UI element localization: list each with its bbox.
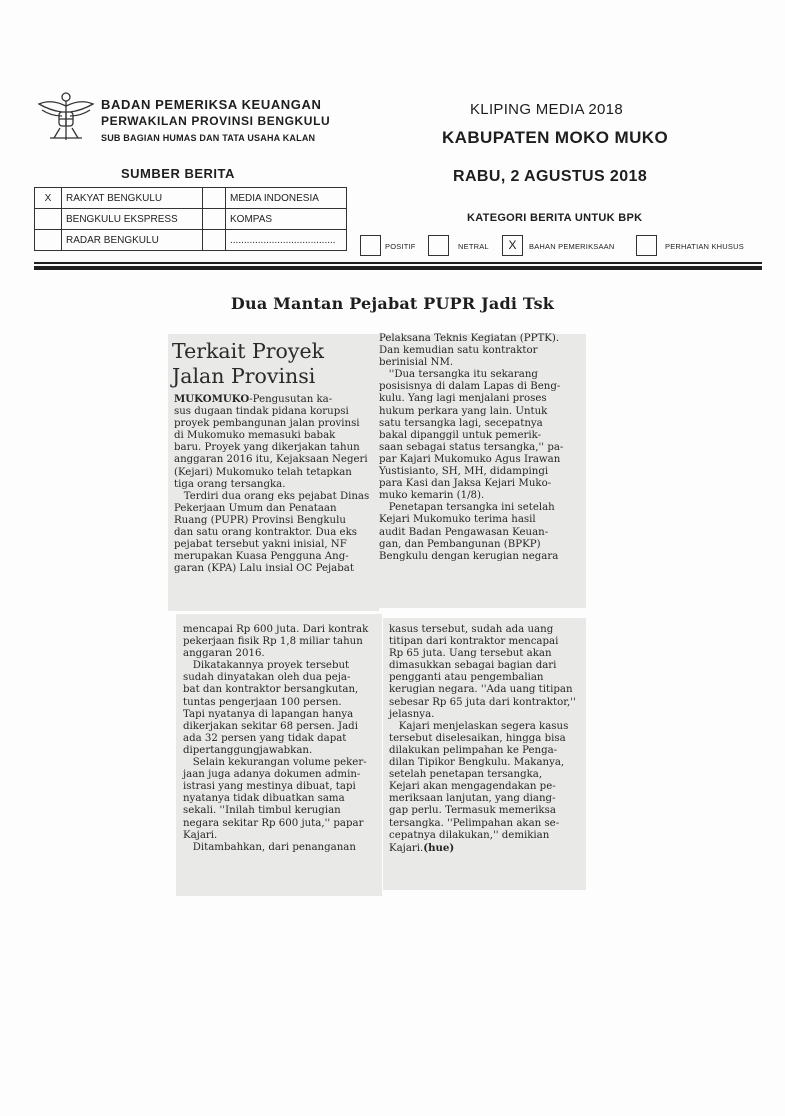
article-column-1 — [174, 393, 374, 575]
sources-title: SUMBER BERITA — [121, 166, 235, 181]
category-label-perhatian-khusus: PERHATIAN KHUSUS — [665, 242, 744, 251]
org-name: BADAN PEMERIKSA KEUANGAN — [101, 97, 322, 112]
source-name: ...................................... — [226, 230, 347, 251]
org-unit: SUB BAGIAN HUMAS DAN TATA USAHA KALAN — [101, 133, 316, 143]
article-column-3: mencapai Rp 600 juta. Dari kontrak pekerjaan fisik Rp 1,8 miliar tahun anggaran 2016. Dikatakannya proyek tersebut sudah dinyatakan oleh dua peja- bat dan kontraktor bersangkutan, tuntas pengerjaan 100 persen. Tapi nyatanya di lapangan hanya dikerjakan sekitar 68 persen. Jadi ada 32 persen yang tidak dapat dipertanggungjawabkan. Selain kekurangan volume peker- jaan juga adanya dokumen admin- istrasi yang mestinya dibuat, tapi nyatanya tidak dibuatkan sama sekali. ''Inilah timbul kerugian negara sekitar Rp 600 juta,'' papar Kajari. Ditambahkan, dari penanganan — [183, 624, 369, 853]
article-body: kasus tersebut, sudah ada uang titipan dari kontraktor mencapai Rp 65 juta. Uang tersebut akan dimasukkan sebagai bagian dari pengganti atau pengembalian kerugian negara. ''Ada uang titipan sebesar Rp 65 juta dari kontraktor,'' jelasnya. Kajari menjelaskan segera kasus tersebut diselesaikan, hingga bisa dilakukan pelimpahan ke Penga- dilan Tipikor Bengkulu. Makanya, setelah penetapan tersangka, Kejari akan mengagendakan pe- meriksaan lanjutan, yang diang- gap perlu. Termasuk memeriksa tersangka. ''Pelimpahan akan se- cepatnya dilakukan,'' demikian Kajari. — [389, 624, 576, 854]
category-checkbox-bahan-pemeriksaan[interactable]: X — [502, 235, 523, 256]
source-mark: X — [35, 188, 62, 209]
article-body: -Pengusutan ka- sus dugaan tindak pidana korupsi proyek pembangunan jalan provinsi di Mukomuko memasuki babak baru. Proyek yang dikerjakan tahun anggaran 2016 itu, Kejaksaan Negeri (Kejari) Mukomuko telah tetapkan tiga orang tersangka. Terdiri dua orang eks pejabat Dinas Pekerjaan Umum dan Penataan Ruang (PUPR) Provinsi Bengkulu dan satu orang kontraktor. Dua eks pejabat tersebut yakni inisial, NF merupakan Kuasa Pengguna Ang- garan (KPA) Lalu insial OC Pejabat — [174, 394, 370, 575]
sources-table — [34, 187, 347, 251]
source-name: RADAR BENGKULU — [62, 230, 203, 251]
category-label-bahan-pemeriksaan: BAHAN PEMERIKSAAN — [529, 242, 615, 251]
article-signoff: (hue) — [423, 841, 455, 854]
source-mark — [203, 209, 226, 230]
kliping-title: KLIPING MEDIA 2018 — [470, 101, 623, 118]
category-checkbox-positif[interactable] — [360, 235, 381, 256]
source-mark — [35, 230, 62, 251]
source-name: KOMPAS — [226, 209, 347, 230]
source-row — [35, 188, 347, 209]
divider — [34, 262, 762, 264]
source-name: BENGKULU EKSPRESS — [62, 209, 203, 230]
source-mark — [203, 188, 226, 209]
divider — [34, 266, 762, 270]
article-headline: Dua Mantan Pejabat PUPR Jadi Tsk — [230, 294, 555, 313]
kabupaten-title: KABUPATEN MOKO MUKO — [442, 128, 669, 147]
category-title: KATEGORI BERITA UNTUK BPK — [467, 212, 643, 224]
source-mark — [35, 209, 62, 230]
category-label-positif: POSITIF — [385, 242, 416, 251]
article-dateline: MUKOMUKO — [174, 393, 250, 405]
article-column-4 — [389, 624, 583, 855]
garuda-emblem-icon — [36, 88, 96, 144]
source-row — [35, 209, 347, 230]
publication-date: RABU, 2 AGUSTUS 2018 — [453, 168, 648, 185]
category-label-netral: NETRAL — [458, 242, 489, 251]
source-name: RAKYAT BENGKULU — [62, 188, 203, 209]
article-subhead: Terkait Proyek Jalan Provinsi — [172, 339, 325, 388]
article-column-2: Pelaksana Teknis Kegiatan (PPTK). Dan kemudian satu kontraktor berinisial NM. ''Dua tersangka itu sekarang posisisnya di dalam Lapas di Beng- kulu. Yang lagi menjalani proses hukum perkara yang lain. Untuk satu tersangka lagi, secepatnya bakal dipanggil untuk pemerik- saan sebagai status tersangka,'' pa- par Kajari Mukomuko Agus Irawan Yustisianto, SH, MH, didampingi para Kasi dan Jaksa Kejari Muko- muko kemarin (1/8). Penetapan tersangka ini setelah Kejari Mukomuko terima hasil audit Badan Pengawasan Keuan- gan, dan Pembangunan (BPKP) Bengkulu dengan kerugian negara — [379, 333, 564, 562]
category-checkbox-perhatian-khusus[interactable] — [636, 235, 657, 256]
source-row — [35, 230, 347, 251]
category-checkbox-netral[interactable] — [428, 235, 449, 256]
source-name: MEDIA INDONESIA — [226, 188, 347, 209]
org-region: PERWAKILAN PROVINSI BENGKULU — [101, 114, 331, 128]
source-mark — [203, 230, 226, 251]
